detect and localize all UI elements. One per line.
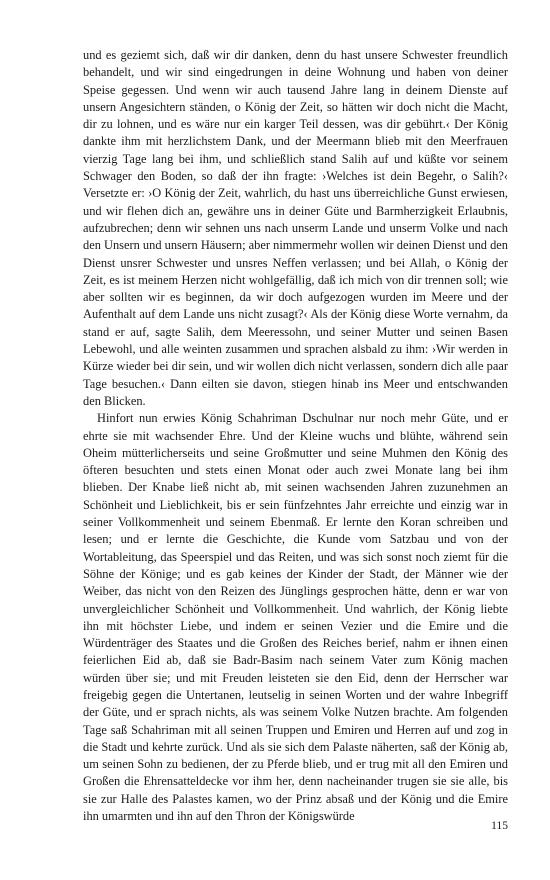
paragraph-continued: und es geziemt sich, daß wir dir danken, denn du hast unsere Schwester freundlich behandelt, und wir sind eingedrungen in deine Wohnung und haben von deiner Speise gegessen. Und wenn wir auch tausend Jahre lang in deinem Dienste auf unsern Angesichtern ständen, o König der Zeit, so hätten wir doch nicht die Macht, dir zu lohnen, und es wäre nur ein karger Teil dessen, was dir gebührt.‹ Der König dankte ihm mit herzlichstem Dank, und der Meermann blieb mit den Meerfrauen vierzig Tage lang bei ihm, und schließlich stand Salih auf und küßte vor seinem Schwager den Boden, so daß der ihn fragte: ›Welches ist dein Begehr, o Salih?‹ Versetzte er: ›O König der Zeit, wahrlich, du hast uns überreichliche Gunst erwiesen, und wir flehen dich an, gewähre uns in deiner Güte und Barmherzigkeit Erlaubnis, aufzubrechen; denn wir sehnen uns nach unserm Lande und unserm Volke und nach den Unsern und unsern Häusern; aber nimmermehr wollen wir deinen Dienst und den Dienst unsrer Schwester und unsres Neffen verlassen; und bei Allah, o König der Zeit, es ist meinem Herzen nicht wohlgefällig, daß ich mich von dir trennen soll; wie aber sollten wir es beginnen, da wir doch aufgezogen wurden im Meere und der Aufenthalt auf dem Lande uns nicht zusagt?‹ Als der König diese Worte vernahm, da stand er auf, sagte Salih, dem Meeressohn, und seiner Mutter und seinen Basen Lebewohl, und alle weinten zusammen und sprachen alsbald zu ihm: ›Wir werden in Kürze wieder bei dir sein, und wir wollen dich nicht verlassen, sondern dich alle paar Tage besuchen.‹ Dann eilten sie davon, stiegen hinab ins Meer und entschwanden den Blicken. <box>83 48 508 408</box>
paragraph: Hinfort nun erwies König Schahriman Dschulnar nur noch mehr Güte, und er ehrte sie mit wachsender Ehre. Und der Kleine wuchs und blühte, während sein Oheim mütterlicherseits und seine Großmutter und seine Muhmen den König des öfteren besuchten und stets einen Monat oder auch zwei Monate lang bei ihm blieben. Der Knabe ließ nicht ab, mit seinen wachsenden Jahren zuzunehmen an Schönheit und Lieblichkeit, bis er sein fünfzehntes Jahr erreichte und einzig war in seiner Vollkommenheit und seinem Ebenmaß. Er lernte den Koran schreiben und lesen; und er lernte die Geschichte, die Kunde vom Satzbau und von der Wortableitung, das Speerspiel und das Reiten, und was sich sonst noch ziemt für die Söhne der Könige; und es gab keines der Kinder der Stadt, der Männer wie der Weiber, das nicht von den Reizen des Jünglings gesprochen hätte, denn er war von unvergleichlicher Schönheit und Vollkommenheit. Und wahrlich, der König liebte ihn mit höchster Liebe, und indem er seinen Vezier und die Emire und die Würdenträger des Staates und die Großen des Reiches berief, nahm er ihnen einen feierlichen Eid ab, daß sie Badr-Basim nach seinem Vater zum König machen würden über sie; und mit Freuden leisteten sie den Eid, denn der Herrscher war freigebig gegen die Untertanen, leutselig in seinen Worten und der wahre Inbegriff der Güte, und er sprach nichts, als was seinem Volke Nutzen brachte. Am folgenden Tage saß Schahriman mit all seinen Truppen und Emiren und Herren auf und zog in die Stadt und kehrte zurück. Und als sie sich dem Palaste näherten, saß der König ab, um seinen Sohn zu bedienen, der zu Pferde blieb, und er trug mit all den Emiren und Großen die Ehrensatteldecke vor ihm her, denn nacheinander trugen sie sie alle, bis sie zur Halle des Palastes kamen, wo der Prinz absaß und der König und die Emire ihn umarmten und ihn auf den Thron der Königswürde <box>83 411 508 824</box>
page-number: 115 <box>491 820 508 832</box>
body-text <box>83 47 508 825</box>
